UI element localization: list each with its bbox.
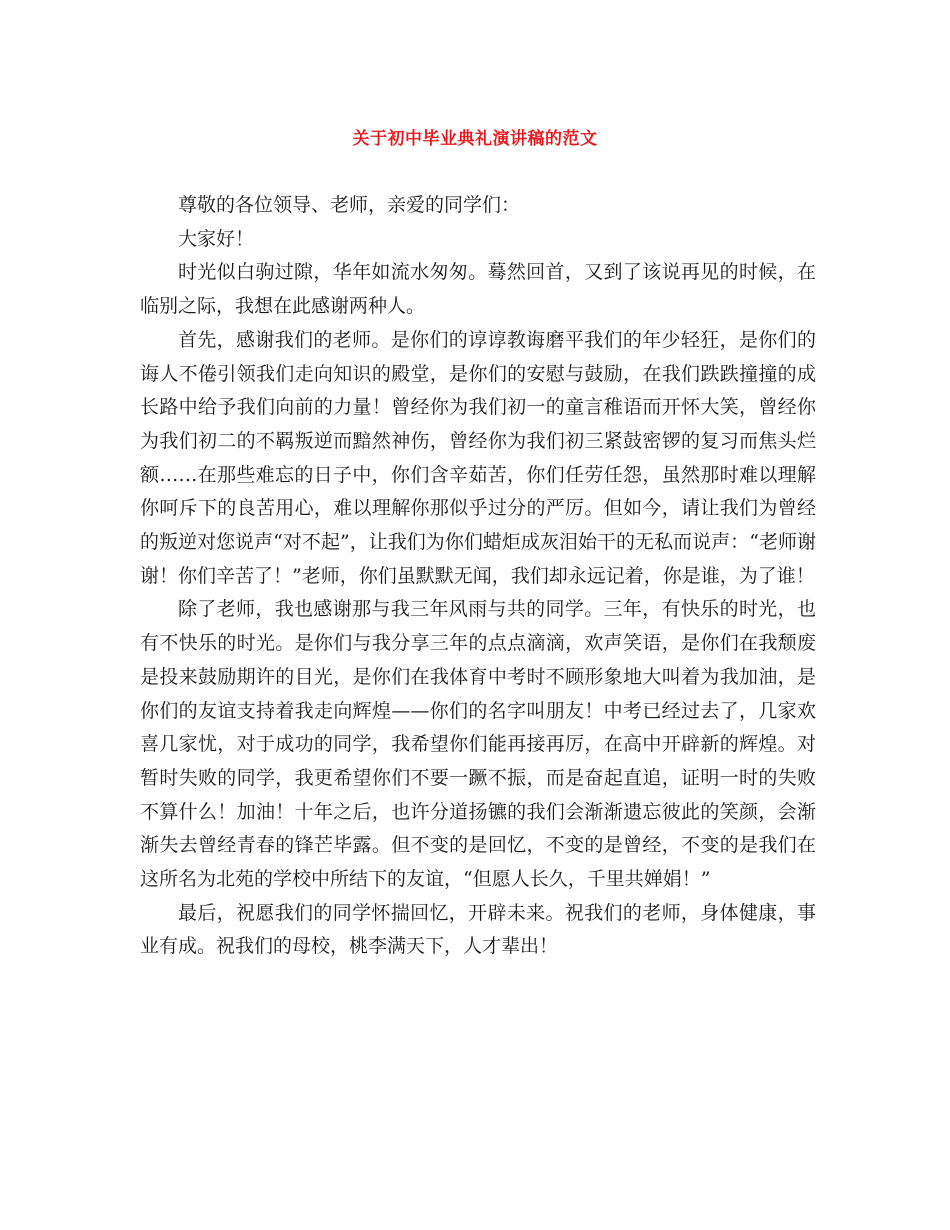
paragraph-classmates: 除了老师，我也感谢那与我三年风雨与共的同学。三年，有快乐的时光，也有不快乐的时光。是你们与我分享三年的点点滴滴，欢声笑语，是你们在我颓废是投来鼓励期许的目光，是你们在我体育中考时不顾形象地大叫着为我加油，是你们的友谊支持着我走向辉煌——你们的名字叫朋友！中考已经过去了，几家欢喜几家忧，对于成功的同学，我希望你们能再接再厉，在高中开辟新的辉煌。对暂时失败的同学，我更希望你们不要一蹶不振，而是奋起直追，证明一时的失败不算什么！加油！十年之后，也许分道扬镳的我们会渐渐遗忘彼此的笑颜，会渐渐失去曾经青春的锋芒毕露。但不变的是回忆，不变的是曾经，不变的是我们在这所名为北苑的学校中所结下的友谊，“但愿人长久，千里共婵娟！” bbox=[140, 598, 816, 891]
paragraph-intro: 时光似白驹过隙，华年如流水匆匆。蓦然回首，又到了该说再见的时候，在临别之际，我想在此感谢两种人。 bbox=[140, 261, 816, 318]
salutation: 尊敬的各位领导、老师，亲爱的同学们： bbox=[178, 194, 521, 216]
paragraph-closing: 最后，祝愿我们的同学怀揣回忆，开辟未来。祝我们的老师，身体健康，事业有成。祝我们的母校，桃李满天下，人才辈出！ bbox=[140, 901, 816, 958]
document-title: 关于初中毕业典礼演讲稿的范文 bbox=[352, 129, 598, 149]
document-body bbox=[140, 189, 816, 964]
greeting: 大家好！ bbox=[178, 227, 255, 250]
paragraph-teachers: 首先，感谢我们的老师。是你们的谆谆教诲磨平我们的年少轻狂，是你们的诲人不倦引领我们走向知识的殿堂，是你们的安慰与鼓励，在我们跌跌撞撞的成长路中给予我们向前的力量！曾经你为我们初一的童言稚语而开怀大笑，曾经你为我们初二的不羁叛逆而黯然神伤，曾经你为我们初三紧鼓密锣的复习而焦头烂额……在那些难忘的日子中，你们含辛茹苦，你们任劳任怨，虽然那时难以理解你呵斥下的良苦用心，难以理解你那似乎过分的严厉。但如今，请让我们为曾经的叛逆对您说声“对不起”，让我们为你们蜡炬成灰泪始干的无私而说声：“老师谢谢！你们辛苦了！”老师，你们虽默默无闻，我们却永远记着，你是谁，为了谁！ bbox=[140, 328, 816, 587]
